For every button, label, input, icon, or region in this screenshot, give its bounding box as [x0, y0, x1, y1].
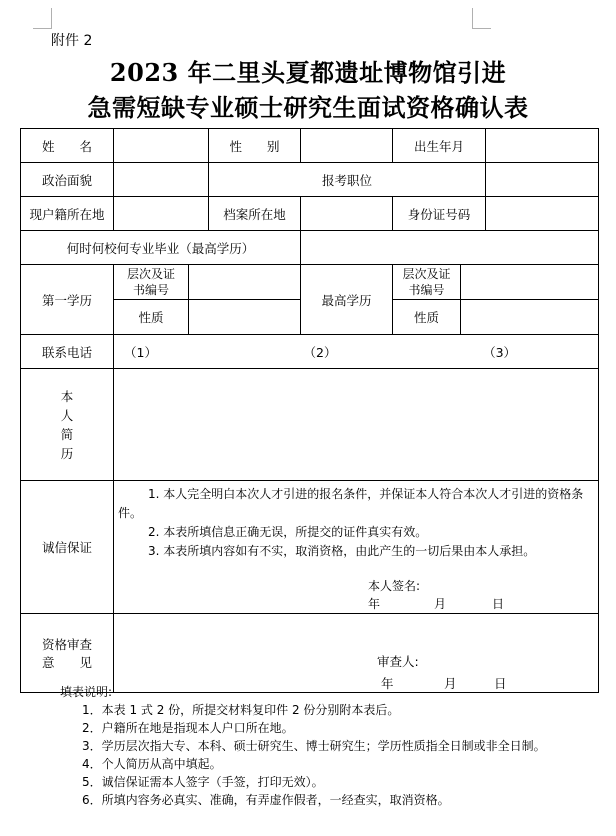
name-label: 姓 名 [21, 129, 114, 163]
birth-label: 出生年月 [393, 129, 486, 163]
filling-instructions [60, 683, 546, 809]
pledge-item: 1. 本人完全明白本次人才引进的报名条件，并保证本人符合本次人才引进的资格条件。 [118, 487, 584, 520]
form-row-residence [21, 197, 599, 231]
first-nature-field[interactable] [189, 300, 301, 335]
highest-level-cert-field[interactable] [461, 265, 599, 300]
first-level-cert-label [114, 265, 189, 300]
form-row-integrity [21, 481, 599, 614]
phone-slot-1[interactable]: （1） [124, 344, 157, 360]
phone-slots [114, 343, 598, 361]
review-month: 月 [444, 676, 457, 691]
highest-level-cert-label-line1: 层次及证 [402, 267, 451, 281]
position-field[interactable] [486, 163, 599, 197]
instruction-item: 2．户籍所在地是指现本人户口所在地。 [82, 721, 294, 735]
highest-level-cert-label [393, 265, 461, 300]
document-title-line2: 急需短缺专业硕士研究生面试资格确认表 [87, 93, 529, 122]
instruction-item: 1．本表 1 式 2 份，所提交材料复印件 2 份分别附本表后。 [82, 703, 400, 717]
phone-slot-2[interactable]: （2） [303, 344, 337, 360]
resume-label [21, 369, 114, 481]
resume-field[interactable] [114, 369, 599, 481]
pledge-item: 3. 本表所填内容如有不实，取消资格，由此产生的一切后果由本人承担。 [148, 544, 536, 558]
first-level-cert-field[interactable] [189, 265, 301, 300]
resume-label-char: 简 [60, 426, 74, 442]
archive-field[interactable] [301, 197, 393, 231]
first-education-label: 第一学历 [21, 265, 114, 335]
graduation-label: 何时何校何专业毕业（最高学历） [21, 231, 301, 265]
document-title-line1: 2023 年二里头夏都遗址博物馆引进 [109, 58, 507, 87]
highest-nature-label: 性质 [393, 300, 461, 335]
form-row-political [21, 163, 599, 197]
page-corner-mark-right [472, 8, 491, 29]
contact-label: 联系电话 [21, 335, 114, 369]
instruction-item: 4．个人简历从高中填起。 [82, 757, 222, 771]
attachment-label: 附件 2 [51, 33, 93, 49]
integrity-label: 诚信保证 [21, 481, 114, 614]
political-field[interactable] [114, 163, 209, 197]
signature-label: 本人签名: [368, 579, 421, 593]
first-level-cert-label-line2: 书编号 [132, 283, 169, 297]
form-row-contact [21, 335, 599, 369]
first-nature-label: 性质 [114, 300, 189, 335]
highest-education-label: 最高学历 [301, 265, 393, 335]
id-field[interactable] [486, 197, 599, 231]
reviewer-block [114, 614, 598, 692]
hukou-label: 现户籍所在地 [21, 197, 114, 231]
archive-label: 档案所在地 [209, 197, 301, 231]
contact-field[interactable] [114, 335, 599, 369]
instructions-title: 填表说明: [60, 685, 113, 699]
form-row-review [21, 614, 599, 693]
signature-year: 年 [368, 597, 381, 611]
position-label: 报考职位 [209, 163, 486, 197]
birth-field[interactable] [486, 129, 599, 163]
page-corner-mark-left [33, 8, 52, 29]
hukou-field[interactable] [114, 197, 209, 231]
highest-level-cert-label-line2: 书编号 [408, 283, 445, 297]
name-field[interactable] [114, 129, 209, 163]
form-row-resume [21, 369, 599, 481]
review-year: 年 [381, 676, 394, 691]
review-label [21, 614, 114, 693]
form-row-graduation [21, 231, 599, 265]
gender-field[interactable] [301, 129, 393, 163]
form-row-basic [21, 129, 599, 163]
highest-nature-field[interactable] [461, 300, 599, 335]
graduation-field[interactable] [301, 231, 599, 265]
resume-label-char: 人 [60, 407, 74, 423]
resume-label-char: 历 [60, 445, 74, 461]
form-row-education-cert [21, 265, 599, 300]
phone-slot-3[interactable]: （3） [483, 344, 517, 360]
pledge-item: 2. 本表所填信息正确无误，所提交的证件真实有效。 [148, 525, 428, 539]
instruction-item: 3．学历层次指大专、本科、硕士研究生、博士研究生；学历性质指全日制或非全日制。 [82, 739, 546, 753]
resume-label-char: 本 [60, 388, 74, 404]
review-day: 日 [494, 676, 507, 691]
review-label-line1: 资格审查 [41, 637, 92, 652]
instruction-item: 5．诚信保证需本人签字（手签，打印无效）。 [82, 775, 324, 789]
signature-month: 月 [434, 597, 447, 611]
signature-day: 日 [492, 597, 505, 611]
instruction-item: 6．所填内容务必真实、准确，有弄虚作假者，一经查实，取消资格。 [82, 793, 450, 807]
id-label: 身份证号码 [393, 197, 486, 231]
review-label-line2: 意 见 [41, 655, 92, 670]
political-label: 政治面貌 [21, 163, 114, 197]
first-level-cert-label-line1: 层次及证 [126, 267, 175, 281]
qualification-form-table [20, 128, 599, 693]
integrity-pledge [114, 481, 599, 614]
review-field[interactable] [114, 614, 599, 693]
reviewer-label: 审查人: [377, 654, 419, 669]
signature-block [118, 573, 592, 613]
gender-label: 性 别 [209, 129, 301, 163]
